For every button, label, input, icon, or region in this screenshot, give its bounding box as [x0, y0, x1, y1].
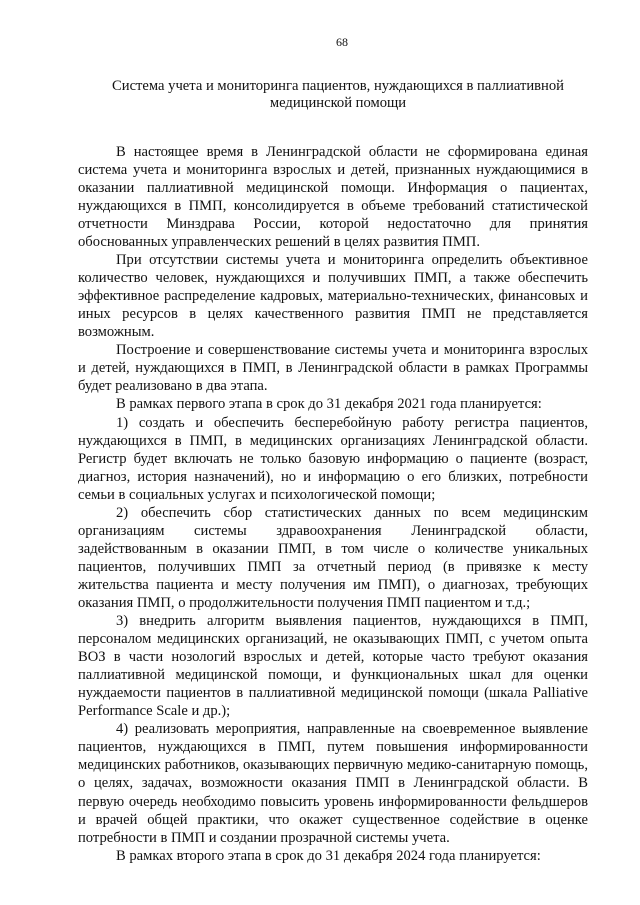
list-item-3: 3) внедрить алгоритм выявления пациентов, нуждающихся в ПМП, персоналом медицинских организаций, не оказывающих ПМП, с учетом опыта ВОЗ в части нозологий взрослых и детей, которые часто требуют оказания паллиативной медицинской помощи, и функциональных шкал для оценки нуждаемости пациентов в паллиативной медицинской помощи (шкала Palliative Performance Scale и др.);: [78, 613, 588, 720]
paragraph-absence: При отсутствии системы учета и мониторинга определить объективное количество человек, нуждающихся и получивших ПМП, а также обеспечить эффективное распределение кадровых, материально-технических, финансовых и иных ресурсов в целях качественного развития ПМП не представляется возможным.: [78, 252, 588, 341]
list-item-4: 4) реализовать мероприятия, направленные на своевременное выявление пациентов, нуждающихся в ПМП, путем повышения информированности медицинских работников, оказывающих первичную медико-санитарную помощь, о целях, задачах, возможности оказания ПМП в Ленинградской области. В первую очередь необходимо повысить уровень информированности фельдшеров и врачей общей практики, что окажет существенное содействие в оценке потребности в ПМП и создании прозрачной системы учета.: [78, 721, 588, 846]
paragraph-intro: В настоящее время в Ленинградской области не сформирована единая система учета и мониторинга взрослых и детей, признанных нуждающимися в оказании паллиативной медицинской помощи. Информация о пациентах, нуждающихся в ПМП, консолидируется в объеме требований статистической отчетности Минздрава России, которой недостаточно для принятия обоснованных управленческих решений в целях развития ПМП.: [78, 143, 588, 251]
paragraph-stage-two-heading: В рамках второго этапа в срок до 31 декабря 2024 года планируется:: [116, 847, 541, 864]
list-item-1: 1) создать и обеспечить бесперебойную работу регистра пациентов, нуждающихся в ПМП, в медицинских организациях Ленинградской области. Регистр будет включать не только базовую информацию о пациенте (возраст, диагноз, история назначений), но и информацию о его близких, потребности семьи в социальных услугах и психологической помощи;: [78, 414, 588, 503]
body-text: [78, 143, 588, 865]
section-title: Система учета и мониторинга пациентов, нуждающихся в паллиативной медицинской помощи: [112, 78, 564, 112]
list-item-2: 2) обеспечить сбор статистических данных по всем медицинским организациям системы здравоохранения Ленинградской области, задействованным в оказании ПМП, в том числе о количестве уникальных пациентов, получивших ПМП за отчетный период (в привязке к месту жительства пациента и месту получения им ПМП), о диагнозах, требующих оказания ПМП, о продолжительности получения ПМП пациентом и т.д.;: [78, 504, 588, 611]
page-number: 68: [336, 35, 348, 49]
paragraph-stage-one-heading: В рамках первого этапа в срок до 31 декабря 2021 года планируется:: [116, 396, 542, 413]
paragraph-stages: Построение и совершенствование системы учета и мониторинга взрослых и детей, нуждающихся в ПМП, в Ленинградской области в рамках Программы будет реализовано в два этапа.: [78, 342, 588, 395]
